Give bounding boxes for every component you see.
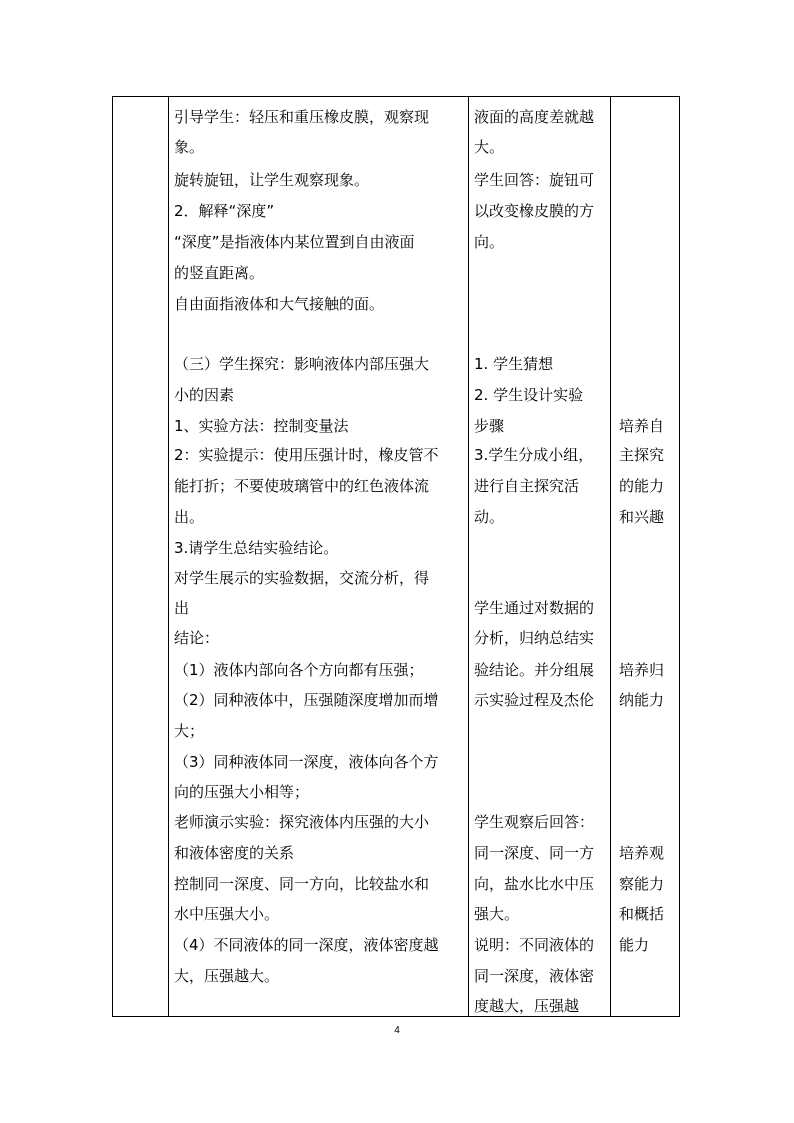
teacher-text-line: 1、实验方法：控制变量法 xyxy=(174,417,349,435)
intent-text-line: 和兴趣 xyxy=(619,508,665,526)
teacher-text-line: “深度”是指液体内某位置到自由液面 xyxy=(174,233,415,251)
column-divider xyxy=(168,97,169,1016)
teacher-text-line: （3）同种液体同一深度，液体向各个方 xyxy=(174,753,439,771)
student-text-line: 强大。 xyxy=(474,905,520,923)
teacher-text-line: 旋转旋钮，让学生观察现象。 xyxy=(174,171,370,189)
student-text-line: 2. 学生设计实验 xyxy=(474,386,584,404)
teacher-text-line: 出。 xyxy=(174,508,205,526)
column-divider xyxy=(468,97,469,1016)
intent-text-line: 察能力 xyxy=(619,875,665,893)
teacher-text-line: 出 xyxy=(174,599,190,617)
intent-text-line: 培养观 xyxy=(619,844,665,862)
teacher-text-line: 水中压强大小。 xyxy=(174,905,280,923)
teacher-text-line: （4）不同液体的同一深度，液体密度越 xyxy=(174,936,439,954)
teacher-text-line: 控制同一深度、同一方向，比较盐水和 xyxy=(174,875,430,893)
teacher-text-line: （1）液体内部向各个方向都有压强； xyxy=(174,661,424,679)
teacher-text-line: 小的因素 xyxy=(174,386,235,404)
teacher-text-line: 向的压强大小相等； xyxy=(174,783,310,801)
teacher-text-line: 能打折；不要使玻璃管中的红色液体流 xyxy=(174,477,430,495)
student-text-line: 以改变橡皮膜的方 xyxy=(474,202,595,220)
teacher-text-line: （2）同种液体中，压强随深度增加而增 xyxy=(174,691,439,709)
teacher-text-line: 对学生展示的实验数据，交流分析，得 xyxy=(174,569,430,587)
teacher-text-line: 结论： xyxy=(174,629,220,647)
student-text-line: 说明：不同液体的 xyxy=(474,936,595,954)
intent-text-line: 纳能力 xyxy=(619,691,665,709)
intent-text-line: 培养归 xyxy=(619,661,665,679)
student-text-line: 验结论。并分组展 xyxy=(474,661,595,679)
student-text-line: 3.学生分成小组， xyxy=(474,446,594,464)
intent-text-line: 的能力 xyxy=(619,477,665,495)
intent-text-line: 和概括 xyxy=(619,905,665,923)
design-intent-column xyxy=(619,97,679,1016)
column-divider xyxy=(610,97,611,1016)
student-activity-column xyxy=(474,97,608,1016)
student-text-line: 学生观察后回答： xyxy=(474,813,595,831)
student-text-line: 进行自主探究活 xyxy=(474,477,580,495)
teacher-text-line: 2：实验提示：使用压强计时，橡皮管不 xyxy=(174,446,439,464)
teacher-text-line: 大； xyxy=(174,722,205,740)
teacher-text-line: （三）学生探究：影响液体内部压强大 xyxy=(174,355,430,373)
teacher-activity-column xyxy=(174,97,466,1016)
teacher-text-line: 2．解释“深度” xyxy=(174,202,275,220)
student-text-line: 向。 xyxy=(474,233,505,251)
page-number: 4 xyxy=(394,1025,400,1036)
student-text-line: 液面的高度差就越 xyxy=(474,108,595,126)
teacher-text-line: 3.请学生总结实验结论。 xyxy=(174,539,339,557)
teacher-text-line: 大，压强越大。 xyxy=(174,967,280,985)
student-text-line: 学生回答：旋钮可 xyxy=(474,171,595,189)
student-text-line: 同一深度，液体密 xyxy=(474,967,595,985)
intent-text-line: 能力 xyxy=(619,936,650,954)
student-text-line: 分析，归纳总结实 xyxy=(474,629,595,647)
teacher-text-line: 自由面指液体和大气接触的面。 xyxy=(174,295,385,313)
lesson-plan-table xyxy=(112,96,680,1017)
student-text-line: 学生通过对数据的 xyxy=(474,599,595,617)
student-text-line: 大。 xyxy=(474,138,505,156)
teacher-text-line: 的竖直距离。 xyxy=(174,264,265,282)
blank-left-column xyxy=(113,97,168,1016)
intent-text-line: 培养自 xyxy=(619,417,665,435)
student-text-line: 度越大，压强越 xyxy=(474,997,580,1015)
teacher-text-line: 和液体密度的关系 xyxy=(174,844,295,862)
student-text-line: 1. 学生猜想 xyxy=(474,355,554,373)
intent-text-line: 主探究 xyxy=(619,446,665,464)
student-text-line: 动。 xyxy=(474,508,505,526)
student-text-line: 同一深度、同一方 xyxy=(474,844,595,862)
student-text-line: 向，盐水比水中压 xyxy=(474,875,595,893)
teacher-text-line: 象。 xyxy=(174,138,205,156)
student-text-line: 步骤 xyxy=(474,417,505,435)
teacher-text-line: 引导学生：轻压和重压橡皮膜，观察现 xyxy=(174,108,430,126)
student-text-line: 示实验过程及杰伦 xyxy=(474,691,595,709)
teacher-text-line: 老师演示实验：探究液体内压强的大小 xyxy=(174,813,430,831)
